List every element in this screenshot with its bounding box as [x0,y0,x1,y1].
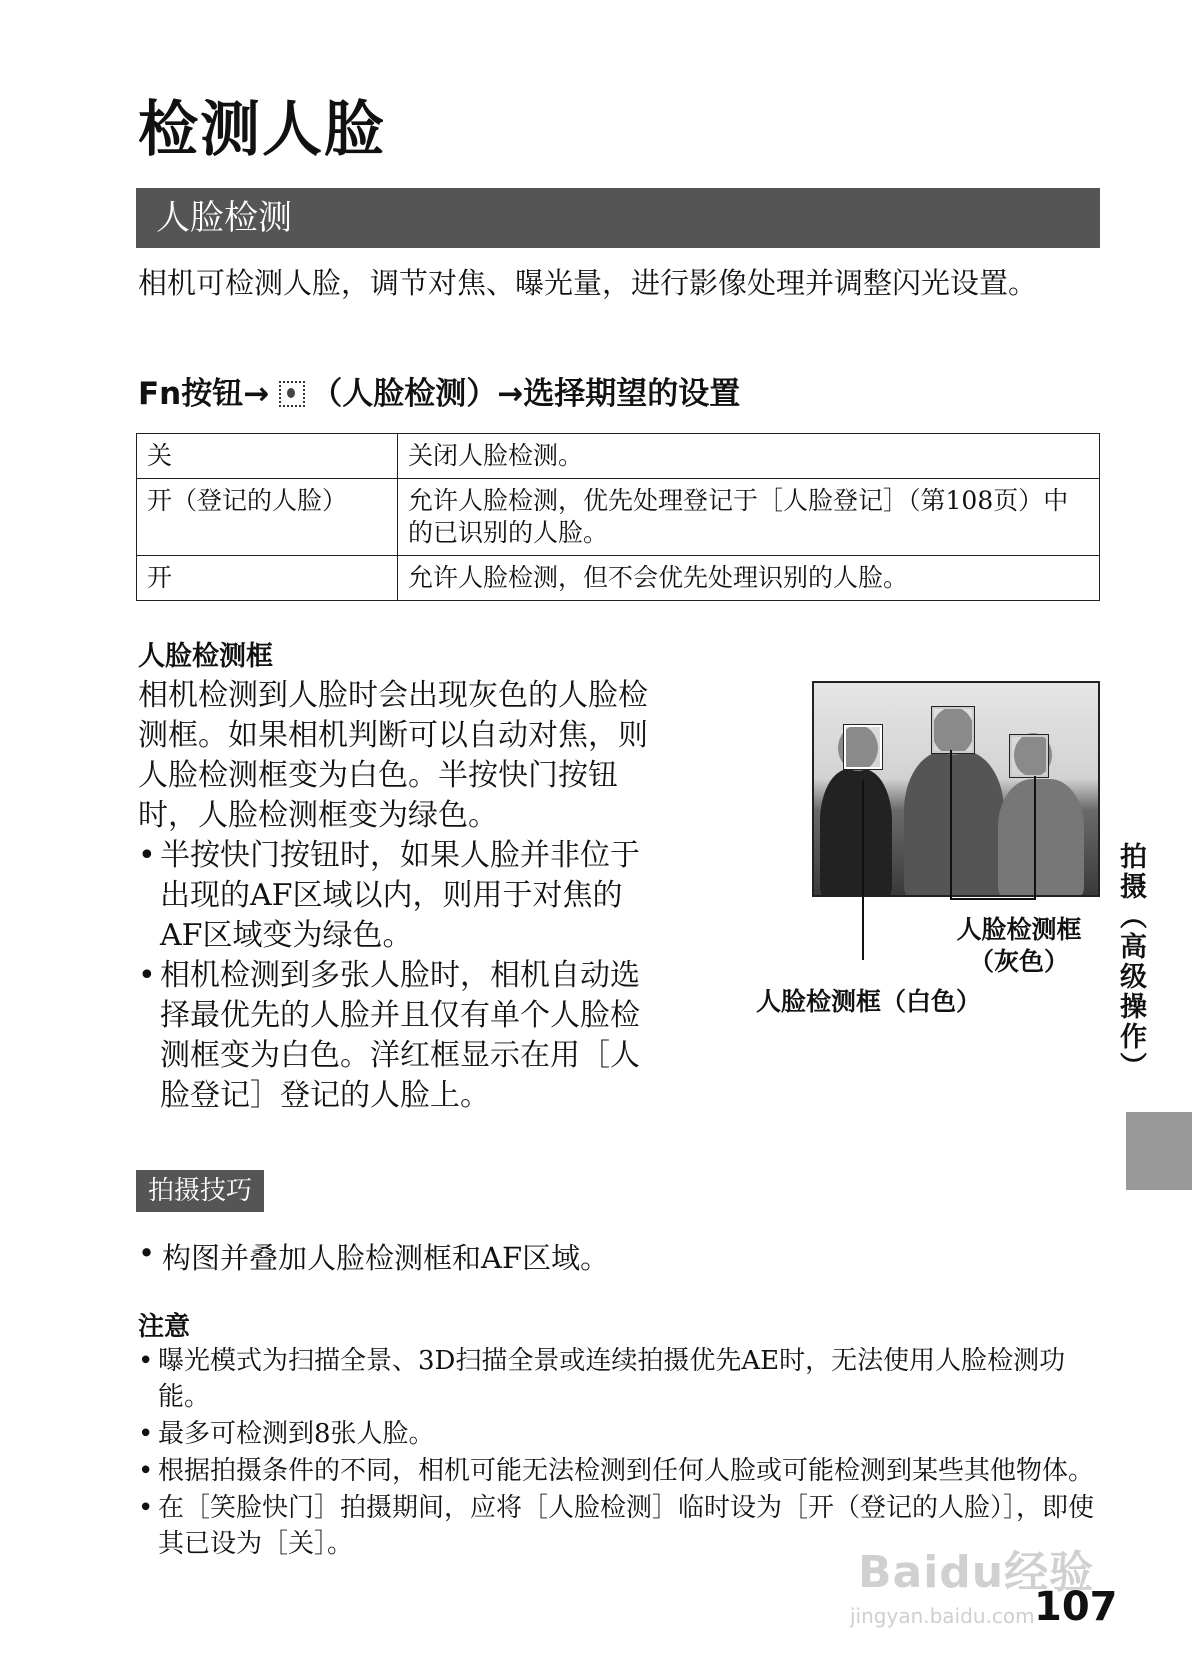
table-row [137,434,1100,479]
label-gray-line1: 人脸检测框 [956,915,1082,944]
person-center [904,751,1004,897]
page-title: 检测人脸 [138,95,386,165]
label-white-frame: 人脸检测框（白色） [756,987,982,1016]
frame-bullets [138,836,658,1116]
option-name: 开 [137,556,398,601]
face-frame-gray [932,707,974,753]
watermark-url: jingyan.baidu.com [850,1604,1035,1628]
face-detection-icon [279,381,305,407]
option-description: 允许人脸检测，但不会优先处理识别的人脸。 [398,556,1100,601]
tips-label: 拍摄技巧 [136,1170,264,1212]
person-right [998,779,1084,897]
callout-line-white [862,780,864,960]
frame-heading: 人脸检测框 [138,641,273,672]
side-tab-text: 拍摄（高级操作） [1115,842,1146,1082]
page-number: 107 [1034,1584,1118,1630]
list-item: • 相机检测到多张人脸时，相机自动选择最优先的人脸并且仅有单个人脸检测框变为白色。洋红框显示在用［人脸登记］登记的人脸上。 [138,956,658,1116]
section-title: 人脸检测 [136,188,1100,248]
tips-list [138,1236,609,1277]
options-table [136,433,1100,601]
option-description: 关闭人脸检测。 [398,434,1100,479]
notes-heading: 注意 [138,1312,191,1342]
notes-list [138,1343,1098,1563]
face-frame-white [844,725,882,769]
callout-line-gray [950,750,952,900]
frame-description [138,676,658,1116]
face-frame-gray [1010,735,1048,777]
person-left [820,769,892,897]
face-detection-photo [812,681,1100,897]
frame-paragraph: 相机检测到人脸时会出现灰色的人脸检测框。如果相机判断可以自动对焦，则人脸检测框变为白色。半按快门按钮时，人脸检测框变为绿色。 [138,678,648,833]
callout-line-gray [1034,776,1036,900]
intro-text: 相机可检测人脸，调节对焦、曝光量，进行影像处理并调整闪光设置。 [138,266,1038,300]
side-tab-marker [1126,1112,1192,1190]
option-name: 关 [137,434,398,479]
list-item: • 曝光模式为扫描全景、3D扫描全景或连续拍摄优先AE时，无法使用人脸检测功能。 [138,1343,1098,1415]
list-item: • 根据拍摄条件的不同，相机可能无法检测到任何人脸或可能检测到某些其他物体。 [138,1453,1098,1489]
procedure-line [138,368,740,413]
procedure-prefix: Fn按钮→ [138,376,270,412]
callout-line-gray [950,898,1036,900]
watermark: Baidu经验 [858,1547,1095,1598]
label-gray-line2: （灰色） [968,947,1069,976]
table-row [137,556,1100,601]
list-item: • 在［笑脸快门］拍摄期间，应将［人脸检测］临时设为［开（登记的人脸）］，即使其已设为［关］。 [138,1490,1098,1562]
label-gray-frame [944,914,1094,978]
list-item: • 最多可检测到8张人脸。 [138,1416,1098,1452]
option-name: 开（登记的人脸） [137,479,398,556]
procedure-suffix: （人脸检测）→选择期望的设置 [311,376,741,412]
table-row [137,479,1100,556]
option-description: 允许人脸检测，优先处理登记于［人脸登记］（第108页）中的已识别的人脸。 [398,479,1100,556]
list-item: • 半按快门按钮时，如果人脸并非位于出现的AF区域以内，则用于对焦的AF区域变为绿色。 [138,836,658,956]
list-item: • 构图并叠加人脸检测框和AF区域。 [138,1236,609,1277]
